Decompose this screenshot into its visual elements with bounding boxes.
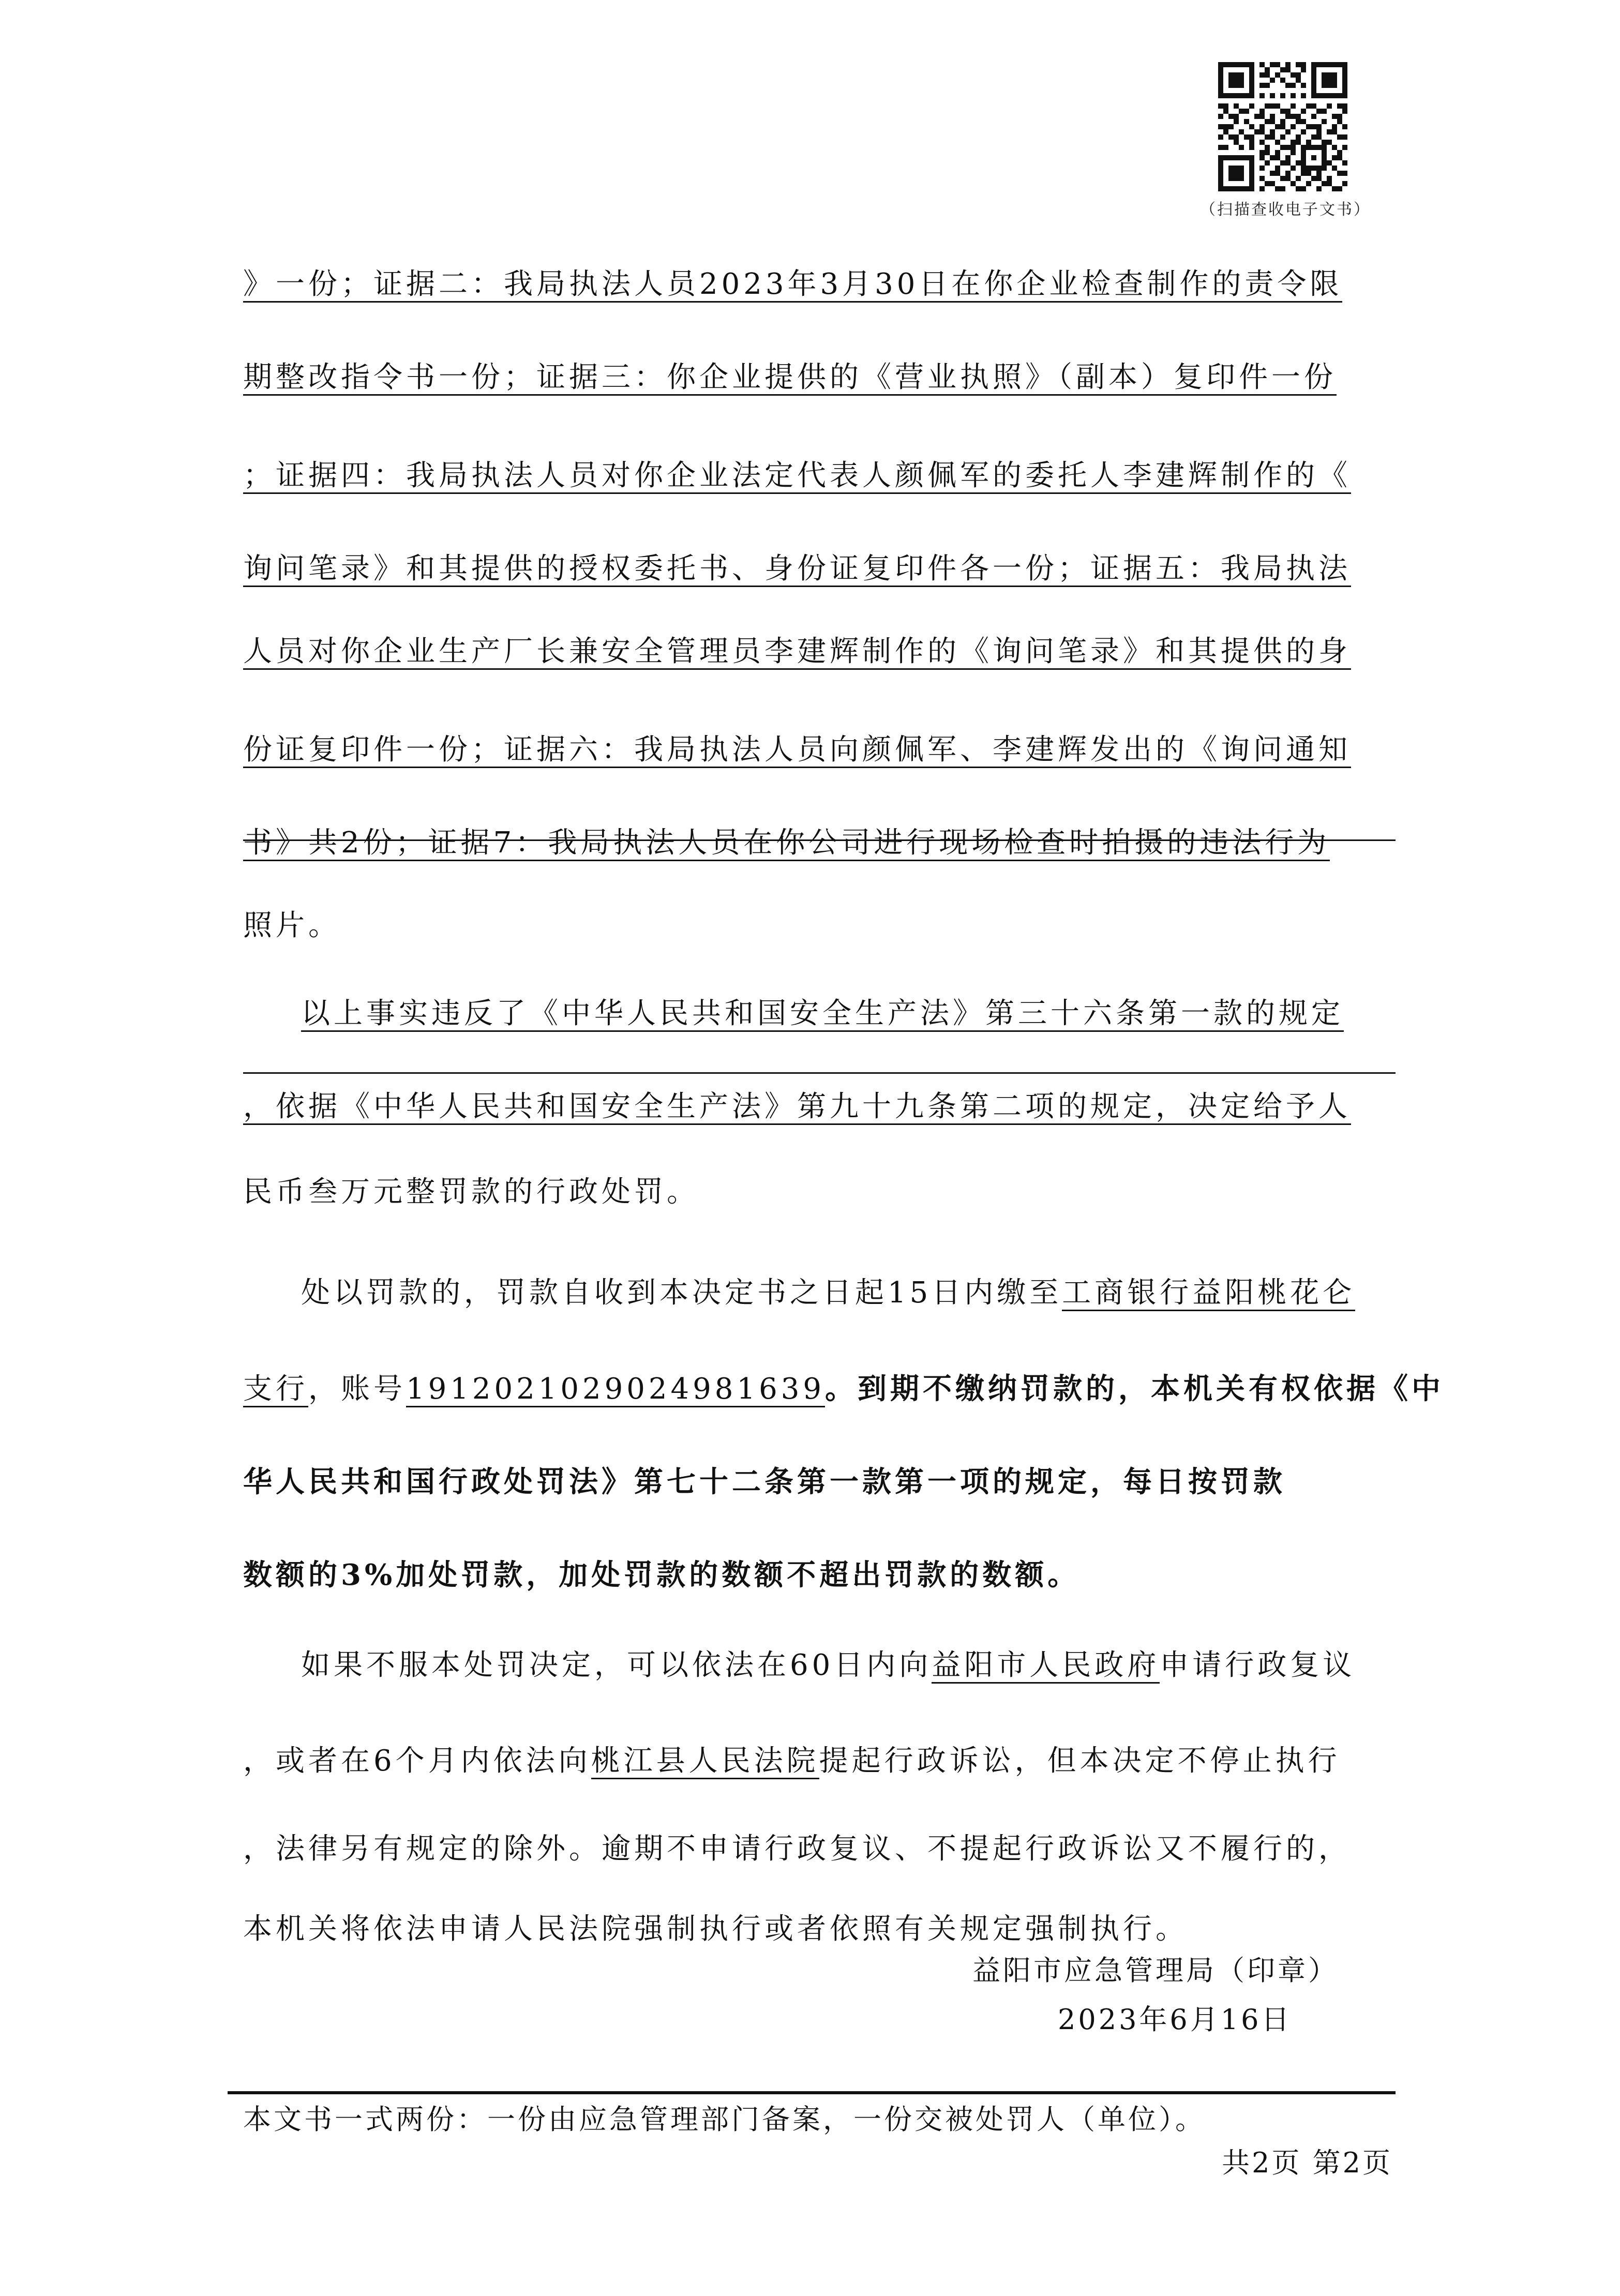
court-name: 桃江县人民法院 xyxy=(591,1744,819,1779)
qr-code[interactable] xyxy=(1218,62,1347,191)
bank-name-part1: 工商银行益阳桃花仑 xyxy=(1062,1276,1355,1311)
footer-divider xyxy=(228,2091,1396,2094)
qr-caption: （扫描查收电子文书） xyxy=(1200,201,1371,219)
violation-line-2: ，依据《中华人民共和国安全生产法》第九十九条第二项的规定，决定给予人 xyxy=(243,1086,1351,1128)
violation-line-1: 以上事实违反了《中华人民共和国安全生产法》第三十六条第一款的规定 xyxy=(301,993,1344,1034)
appeal-line-2: ，或者在6个月内依法向桃江县人民法院提起行政诉讼，但本决定不停止执行 xyxy=(243,1740,1341,1782)
qr-code-icon xyxy=(1218,62,1347,191)
fine-line-4: 数额的3%加处罚款，加处罚款的数额不超出罚款的数额。 xyxy=(243,1558,1081,1592)
fine-line-2: 支行，账号1912021029024981639。到期不缴纳罚款的，本机关有权依据《中 xyxy=(243,1368,1444,1409)
footer-note: 本文书一式两份：一份由应急管理部门备案，一份交被处罚人（单位）。 xyxy=(243,2103,1206,2136)
evidence-line-2: 期整改指令书一份；证据三：你企业提供的《营业执照》（副本）复印件一份 xyxy=(243,357,1337,398)
page-number: 共2页 第2页 xyxy=(1222,2147,1392,2179)
evidence-line-5: 人员对你企业生产厂长兼安全管理员李建辉制作的《询问笔录》和其提供的身 xyxy=(243,631,1351,672)
issue-date: 2023年6月16日 xyxy=(1058,2003,1292,2036)
underline-rule xyxy=(243,1072,1396,1074)
evidence-line-3: ；证据四：我局执法人员对你企业法定代表人颜佩军的委托人李建辉制作的《 xyxy=(243,455,1351,497)
rate-value: 3% xyxy=(341,1558,396,1592)
appeal-line-1: 如果不服本处罚决定，可以依法在60日内向益阳市人民政府申请行政复议 xyxy=(301,1645,1355,1686)
account-number: 1912021029024981639 xyxy=(406,1372,825,1407)
violation-line-3: 民币叁万元整罚款的行政处罚。 xyxy=(243,1175,699,1209)
fine-line-3: 华人民共和国行政处罚法》第七十二条第一款第一项的规定，每日按罚款 xyxy=(243,1465,1286,1499)
evidence-line-7: 书》共2份；证据7：我局执法人员在你公司进行现场检查时拍摄的违法行为 xyxy=(243,822,1330,864)
evidence-line-4: 询问笔录》和其提供的授权委托书、身份证复印件各一份；证据五：我局执法 xyxy=(243,548,1351,590)
evidence-line-1: 》一份；证据二：我局执法人员2023年3月30日在你企业检查制作的责令限 xyxy=(243,264,1342,305)
review-authority: 益阳市人民政府 xyxy=(932,1648,1160,1684)
evidence-line-8: 照片。 xyxy=(243,909,341,942)
underline-rule xyxy=(243,839,1396,841)
appeal-line-4: 本机关将依法申请人民法院强制执行或者依照有关规定强制执行。 xyxy=(243,1912,1188,1946)
evidence-line-6: 份证复印件一份；证据六：我局执法人员向颜佩军、李建辉发出的《询问通知 xyxy=(243,729,1351,771)
fine-line-1: 处以罚款的，罚款自收到本决定书之日起15日内缴至工商银行益阳桃花仑 xyxy=(301,1272,1355,1314)
appeal-line-3: ，法律另有规定的除外。逾期不申请行政复议、不提起行政诉讼又不履行的， xyxy=(243,1832,1351,1866)
issuing-agency: 益阳市应急管理局（印章） xyxy=(972,1954,1339,1987)
bank-name-part2: 支行 xyxy=(243,1372,308,1407)
